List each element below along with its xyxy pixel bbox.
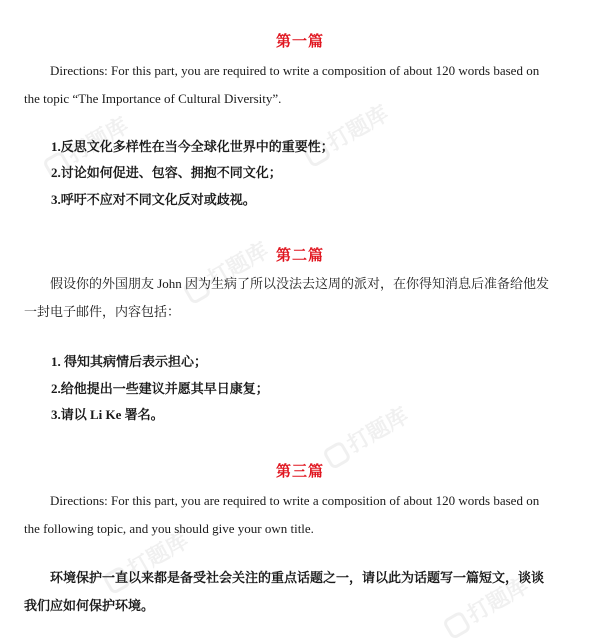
- task-line: 环境保护一直以来都是备受社会关注的重点话题之一，请以此为话题写一篇短文，谈谈: [50, 570, 545, 585]
- section-title-3: 第三篇: [275, 464, 324, 480]
- directions-line: the topic “The Importance of Cultural Diversity”.: [24, 91, 282, 106]
- section-1-item-2: 2.讨论如何促进、包容、拥抱不同文化；: [51, 165, 282, 180]
- watermark-logo: 打题库: [178, 234, 273, 307]
- directions-line: Directions: For this part, you are required to write a composition of about 120 words based on: [50, 493, 540, 508]
- watermark-logo: 打题库: [438, 569, 533, 642]
- section-title-2: 第二篇: [275, 248, 324, 264]
- section-1-item-3: 3.呼吁不应对不同文化反对或歧视。: [51, 192, 256, 207]
- watermark-logo: 打题库: [298, 97, 393, 170]
- section-1-directions: [24, 57, 576, 113]
- watermark-logo: 打题库: [318, 399, 413, 472]
- section-3-directions: [24, 487, 576, 543]
- section-1-item-1: 1.反思文化多样性在当今全球化世界中的重要性；: [51, 139, 334, 154]
- section-2-prompt: [24, 270, 576, 326]
- section-2-item-3: 3.请以 Li Ke 署名。: [51, 407, 164, 422]
- prompt-line: 假设你的外国朋友 John 因为生病了所以没法去这周的派对，在你得知消息后准备给他发: [50, 276, 550, 291]
- section-3-task: [24, 564, 576, 620]
- task-line: 我们应如何保护环境。: [24, 598, 155, 613]
- watermark-logo: 打题库: [38, 109, 133, 182]
- section-title-1: 第一篇: [275, 34, 324, 50]
- section-2-item-1: 1. 得知其病情后表示担心；: [51, 354, 208, 369]
- watermark-logo: 打题库: [98, 524, 193, 597]
- directions-line: Directions: For this part, you are required to write a composition of about 120 words based on: [50, 63, 540, 78]
- section-2-item-2: 2.给他提出一些建议并愿其早日康复；: [51, 381, 269, 396]
- directions-line: the following topic, and you should give your own title.: [24, 521, 314, 536]
- prompt-line: 一封电子邮件，内容包括：: [24, 304, 181, 319]
